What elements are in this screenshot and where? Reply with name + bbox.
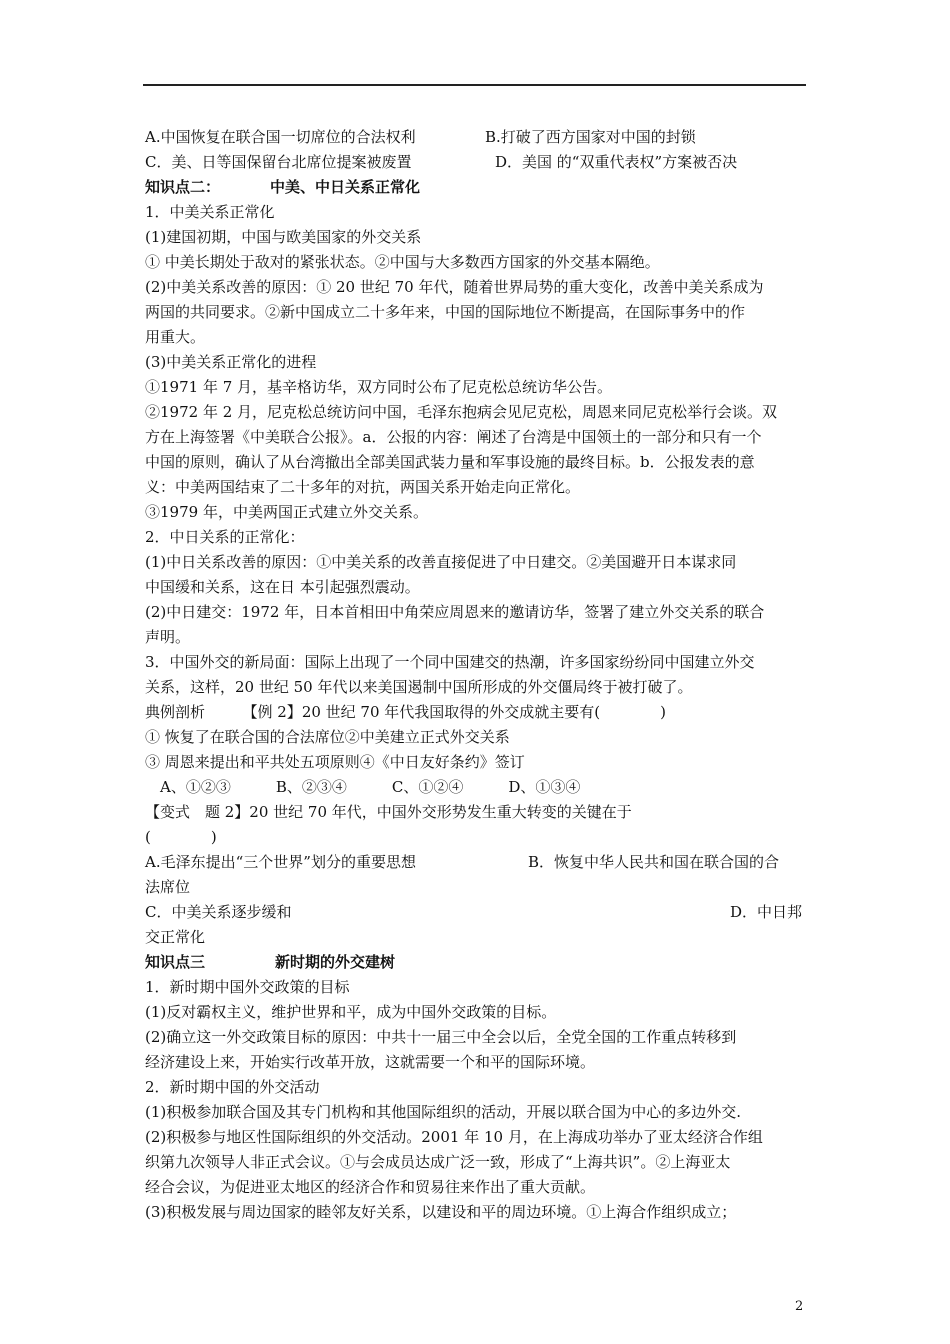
- header-rule: [143, 84, 806, 86]
- option-line: [145, 901, 810, 923]
- option-line: [145, 126, 810, 148]
- text-line: ①1971 年 7 月，基辛格访华，双方同时公布了尼克松总统访华公告。: [145, 378, 613, 396]
- option-line: [145, 151, 810, 173]
- text-line: ① 中美长期处于敌对的紧张状态。②中国与大多数西方国家的外交基本隔绝。: [145, 253, 660, 271]
- text-line: 【变式 题 2】20 世纪 70 年代，中国外交形势发生重大转变的关键在于: [145, 803, 632, 821]
- section-heading: 知识点三 新时期的外交建树: [145, 953, 396, 971]
- text-line: 典例剖析 【例 2】20 世纪 70 年代我国取得的外交成就主要有( ): [145, 703, 666, 721]
- text-line: 法席位: [145, 878, 191, 896]
- text-line: ②1972 年 2 月，尼克松总统访问中国，毛泽东抱病会见尼克松，周恩来同尼克松举行会谈。双: [145, 403, 778, 421]
- page-number: 2: [795, 1299, 804, 1314]
- text-line: 中国缓和关系，这在日 本引起强烈震动。: [145, 578, 420, 596]
- text-line: (3)积极发展与周边国家的睦邻友好关系，以建设和平的周边环境。①上海合作组织成立；: [145, 1203, 737, 1221]
- text-line: (2)中美关系改善的原因：① 20 世纪 70 年代，随着世界局势的重大变化，改善中美关系成为: [145, 278, 764, 296]
- text-line: ( ): [145, 828, 217, 846]
- text-line: (1)反对霸权主义，维护世界和平，成为中国外交政策的目标。: [145, 1003, 557, 1021]
- text-line: (2)积极参与地区性国际组织的外交活动。2001 年 10 月，在上海成功举办了亚太经济合作组: [145, 1128, 763, 1146]
- text-line: (1)建国初期，中国与欧美国家的外交关系: [145, 228, 422, 246]
- text-line: 用重大。: [145, 328, 206, 346]
- text-line: 声明。: [145, 628, 191, 646]
- option-d: D．中日邦: [730, 903, 803, 921]
- option-d: D．美国 的“双重代表权”方案被否决: [495, 153, 738, 171]
- text-line: (2)确立这一外交政策目标的原因：中共十一届三中全会以后，全党全国的工作重点转移到: [145, 1028, 737, 1046]
- text-line: (1)积极参加联合国及其专门机构和其他国际组织的活动，开展以联合国为中心的多边外交.: [145, 1103, 742, 1121]
- text-line: 关系，这样，20 世纪 50 年代以来美国遏制中国所形成的外交僵局终于被打破了。: [145, 678, 693, 696]
- text-line: 交正常化: [145, 928, 206, 946]
- option-b: B.打破了西方国家对中国的封锁: [485, 128, 696, 146]
- text-line: 中国的原则，确认了从台湾撤出全部美国武装力量和军事设施的最终目标。b．公报发表的意: [145, 453, 755, 471]
- text-line: 3．中国外交的新局面：国际上出现了一个同中国建交的热潮，许多国家纷纷同中国建立外交: [145, 653, 755, 671]
- text-line: (3)中美关系正常化的进程: [145, 353, 317, 371]
- text-line: ① 恢复了在联合国的合法席位②中美建立正式外交关系: [145, 728, 510, 746]
- text-line: 义：中美两国结束了二十多年的对抗，两国关系开始走向正常化。: [145, 478, 581, 496]
- text-line: 方在上海签署《中美联合公报》。a．公报的内容：阐述了台湾是中国领土的一部分和只有一个: [145, 428, 762, 446]
- text-line: 2．中日关系的正常化：: [145, 528, 305, 546]
- text-line: 经合会议，为促进亚太地区的经济合作和贸易往来作出了重大贡献。: [145, 1178, 596, 1196]
- answer-choices: A、①②③ B、②③④ C、①②④ D、①③④: [145, 778, 581, 796]
- text-line: 1．新时期中国外交政策的目标: [145, 978, 350, 996]
- option-c: C．中美关系逐步缓和: [145, 903, 292, 921]
- text-line: (1)中日关系改善的原因：①中美关系的改善直接促进了中日建交。②美国避开日本谋求同: [145, 553, 737, 571]
- text-line: 2．新时期中国的外交活动: [145, 1078, 320, 1096]
- option-a: A.毛泽东提出“三个世界”划分的重要思想: [145, 853, 416, 871]
- option-b: B．恢复中华人民共和国在联合国的合: [528, 853, 780, 871]
- text-line: 经济建设上来，开始实行改革开放，这就需要一个和平的国际环境。: [145, 1053, 596, 1071]
- text-line: 织第九次领导人非正式会议。①与会成员达成广泛一致，形成了“上海共识”。②上海亚太: [145, 1153, 731, 1171]
- text-line: 1．中美关系正常化: [145, 203, 275, 221]
- text-line: 两国的共同要求。②新中国成立二十多年来，中国的国际地位不断提高，在国际事务中的作: [145, 303, 746, 321]
- option-a: A.中国恢复在联合国一切席位的合法权利: [145, 128, 416, 146]
- text-line: (2)中日建交：1972 年，日本首相田中角荣应周恩来的邀请访华，签署了建立外交关系的联合: [145, 603, 765, 621]
- option-line: [145, 851, 810, 873]
- text-line: ③1979 年，中美两国正式建立外交关系。: [145, 503, 428, 521]
- section-heading: 知识点二： 中美、中日关系正常化: [145, 178, 421, 196]
- option-c: C．美、日等国保留台北席位提案被废置: [145, 153, 412, 171]
- text-line: ③ 周恩来提出和平共处五项原则④《中日友好条约》签订: [145, 753, 525, 771]
